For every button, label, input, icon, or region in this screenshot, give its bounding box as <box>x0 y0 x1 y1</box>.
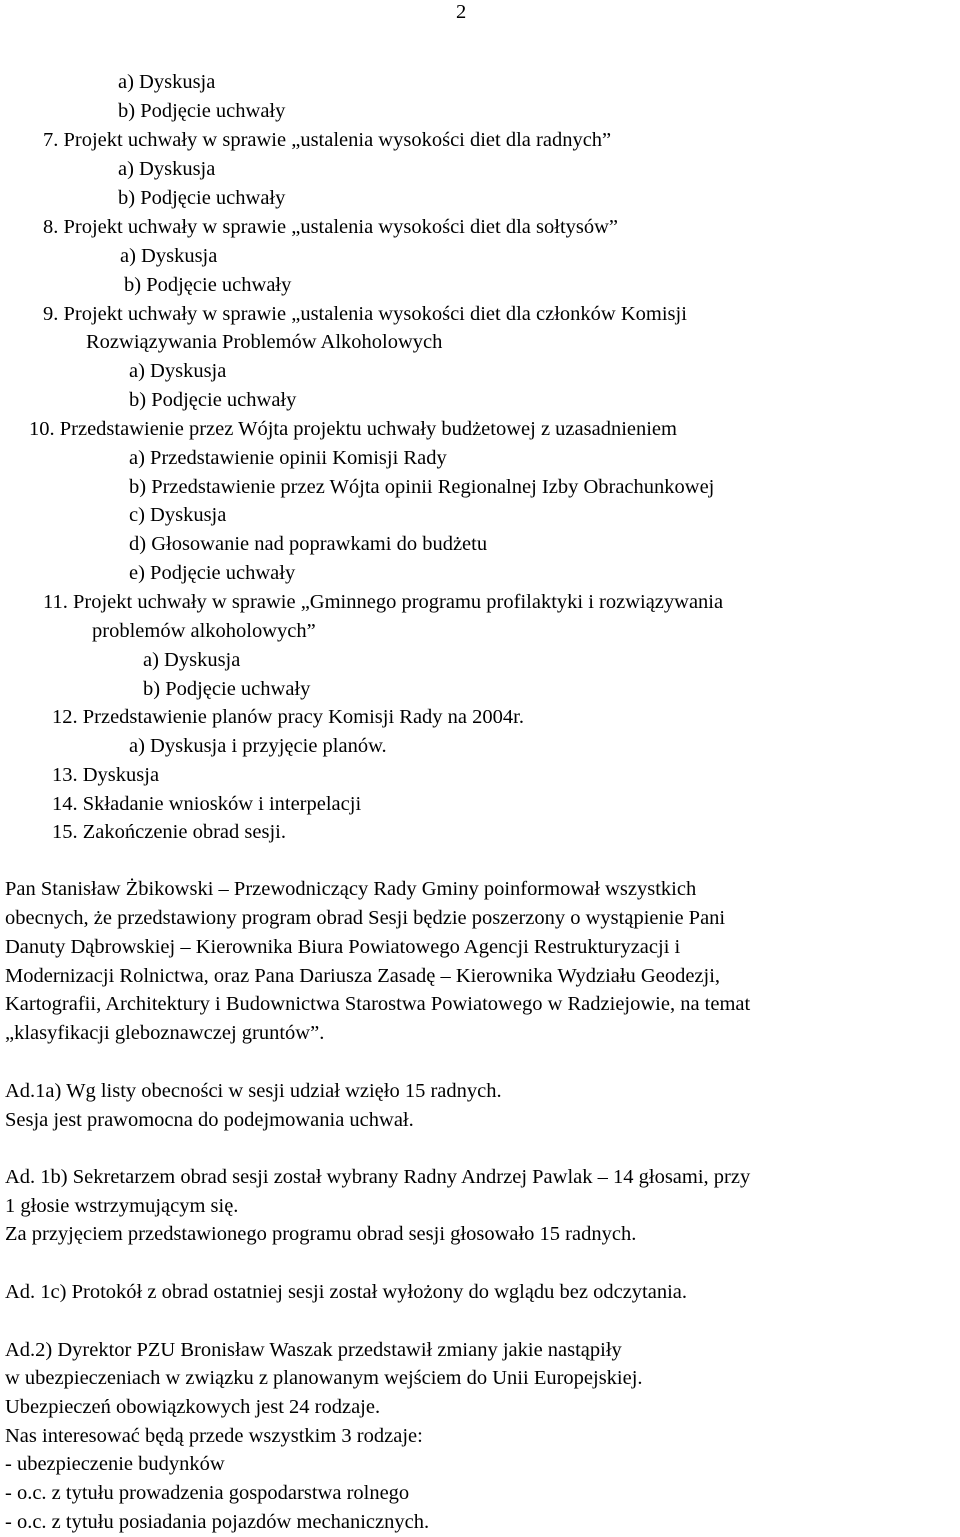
body-line: Ad. 1c) Protokół z obrad ostatniej sesji został wyłożony do wglądu bez odczytania. <box>5 1281 688 1303</box>
body-line: obecnych, że przedstawiony program obrad Sesji będzie poszerzony o wystąpienie Pani <box>5 907 726 929</box>
agenda-item: 13. Dyskusja <box>52 764 160 786</box>
agenda-item: 10. Przedstawienie przez Wójta projektu uchwały budżetowej z uzasadnieniem <box>29 418 677 440</box>
page-number: 2 <box>456 1 467 23</box>
agenda-item: 14. Składanie wniosków i interpelacji <box>52 793 362 815</box>
agenda-item: 8. Projekt uchwały w sprawie „ustalenia wysokości diet dla sołtysów” <box>43 216 619 238</box>
agenda-item: 9. Projekt uchwały w sprawie „ustalenia wysokości diet dla członków Komisji <box>43 303 687 325</box>
body-line: - o.c. z tytułu prowadzenia gospodarstwa rolnego <box>5 1482 410 1504</box>
agenda-item: 12. Przedstawienie planów pracy Komisji Rady na 2004r. <box>52 706 524 728</box>
agenda-item: d) Głosowanie nad poprawkami do budżetu <box>129 533 488 555</box>
agenda-item: problemów alkoholowych” <box>92 620 316 642</box>
body-line: Za przyjęciem przedstawionego programu obrad sesji głosowało 15 radnych. <box>5 1223 637 1245</box>
agenda-item: b) Podjęcie uchwały <box>124 274 292 296</box>
agenda-item: 7. Projekt uchwały w sprawie „ustalenia wysokości diet dla radnych” <box>43 129 612 151</box>
agenda-item: b) Podjęcie uchwały <box>143 678 311 700</box>
body-line: Ad.2) Dyrektor PZU Bronisław Waszak przedstawił zmiany jakie nastąpiły <box>5 1339 622 1361</box>
agenda-item: a) Dyskusja <box>118 158 216 180</box>
agenda-item: a) Dyskusja <box>118 71 216 93</box>
body-line: Sesja jest prawomocna do podejmowania uchwał. <box>5 1109 414 1131</box>
body-line: Ad.1a) Wg listy obecności w sesji udział wzięło 15 radnych. <box>5 1080 502 1102</box>
agenda-item: b) Przedstawienie przez Wójta opinii Regionalnej Izby Obrachunkowej <box>129 476 715 498</box>
agenda-item: c) Dyskusja <box>129 504 227 526</box>
agenda-item: Rozwiązywania Problemów Alkoholowych <box>86 331 443 353</box>
agenda-item: b) Podjęcie uchwały <box>118 187 286 209</box>
agenda-item: 15. Zakończenie obrad sesji. <box>52 821 286 843</box>
agenda-item: a) Dyskusja <box>129 360 227 382</box>
body-line: Modernizacji Rolnictwa, oraz Pana Dariusza Zasadę – Kierownika Wydziału Geodezji, <box>5 965 721 987</box>
body-line: Ubezpieczeń obowiązkowych jest 24 rodzaje. <box>5 1396 381 1418</box>
agenda-item: a) Dyskusja i przyjęcie planów. <box>129 735 387 757</box>
agenda-item: 11. Projekt uchwały w sprawie „Gminnego programu profilaktyki i rozwiązywania <box>43 591 724 613</box>
body-line: Nas interesować będą przede wszystkim 3 rodzaje: <box>5 1425 423 1447</box>
body-line: Pan Stanisław Żbikowski – Przewodniczący Rady Gminy poinformował wszystkich <box>5 878 697 900</box>
agenda-item: b) Podjęcie uchwały <box>118 100 286 122</box>
body-line: Kartografii, Architektury i Budownictwa Starostwa Powiatowego w Radziejowie, na temat <box>5 993 751 1015</box>
agenda-item: a) Dyskusja <box>143 649 241 671</box>
agenda-item: a) Przedstawienie opinii Komisji Rady <box>129 447 447 469</box>
body-line: „klasyfikacji gleboznawczej gruntów”. <box>5 1022 325 1044</box>
body-line: Ad. 1b) Sekretarzem obrad sesji został wybrany Radny Andrzej Pawlak – 14 głosami, przy <box>5 1166 751 1188</box>
body-line: 1 głosie wstrzymującym się. <box>5 1195 239 1217</box>
body-line: - o.c. z tytułu posiadania pojazdów mechanicznych. <box>5 1511 430 1533</box>
agenda-item: a) Dyskusja <box>120 245 218 267</box>
agenda-item: b) Podjęcie uchwały <box>129 389 297 411</box>
body-line: w ubezpieczeniach w związku z planowanym wejściem do Unii Europejskiej. <box>5 1367 643 1389</box>
agenda-item: e) Podjęcie uchwały <box>129 562 296 584</box>
body-line: - ubezpieczenie budynków <box>5 1453 225 1475</box>
body-line: Danuty Dąbrowskiej – Kierownika Biura Powiatowego Agencji Restrukturyzacji i <box>5 936 681 958</box>
